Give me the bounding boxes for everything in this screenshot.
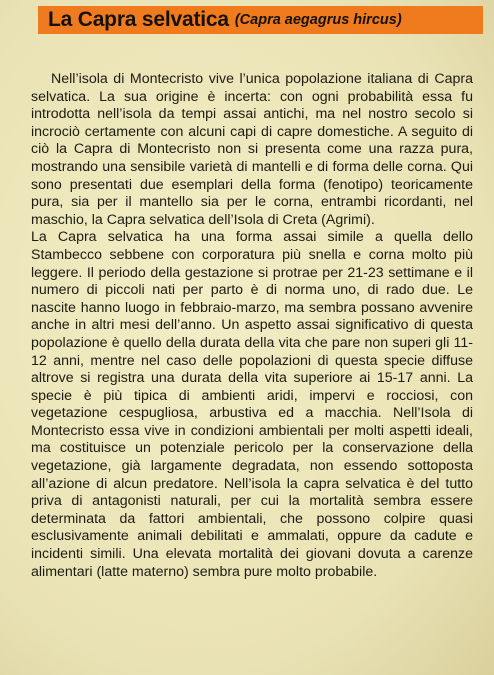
title-banner <box>38 6 483 34</box>
page-title: La Capra selvatica <box>48 8 229 31</box>
paragraph-origin: Nell’isola di Montecristo vive l’unica popolazione italiana di Capra selvatica. La sua origine è incerta: con ogni probabilità essa fu introdotta nell’isola da tempi assai antichi, ma nel nostro secolo si incrociò certamente con alcuni capi di capre domestiche. A seguito di ciò la Capra di Montecristo non si presenta come una razza pura, mostrando una sensibile varietà di mantelli e di forma delle corna. Qui sono presentati due esemplari della forma (fenotipo) teoricamente pura, sia per il mantello sia per le corna, entrambi ricordanti, nel maschio, la Capra selvatica dell’Isola di Creta (Agrimi). <box>31 71 473 228</box>
paragraph-biology: La Capra selvatica ha una forma assai simile a quella dello Stambecco sebbene con corporatura più snella e corna molto più leggere. Il periodo della gestazione si protrae per 21-23 settimane e il numero di piccoli nati per parto è di norma uno, di rado due. Le nascite hanno luogo in febbraio-marzo, ma sembra possano avvenire anche in altri mesi dell’anno. Un aspetto assai significativo di questa popolazione è quello della durata della vita che pare non superi gli 11-12 anni, mentre nel caso delle popolazioni di questa specie diffuse altrove si registra una durata della vita superiore ai 15-17 anni. La specie è più tipica di ambienti aridi, impervi e rocciosi, con vegetazione cespugliosa, arbustiva ed a macchia. Nell’Isola di Montecristo essa vive in condizioni ambientali per molti aspetti ideali, ma costituisce un potenziale pericolo per la conservazione della vegetazione, già largamente degradata, non essendo sottoposta all’azione di alcun predatore. Nell’isola la capra selvatica è del tutto priva di antagonisti naturali, per cui la mortalità sembra essere determinata da fattori ambientali, che possono colpire quasi esclusivamente animali debilitati e ammalati, oppure da cadute e incidenti simili. Una elevata mortalità dei giovani dovuta a carenze alimentari (latte materno) sembra pure molto probabile. <box>31 229 473 580</box>
scientific-name: (Capra aegagrus hircus) <box>234 12 402 28</box>
article-body <box>31 71 473 581</box>
